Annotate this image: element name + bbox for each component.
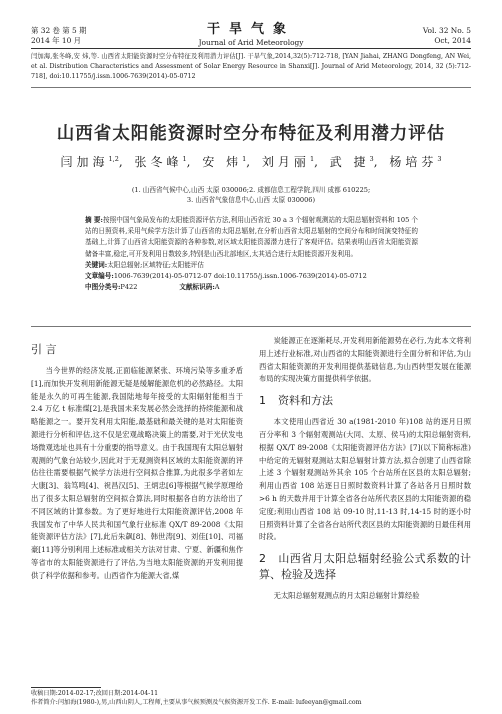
author-bio: 作者简介:闫加海(1980-),男,山西山阴人,工程师,主要从事气候预测及气候资源开发工作. E-mail: lufeeyan@gmail.com — [31, 699, 362, 706]
classification — [85, 282, 418, 293]
volume-issue: 第 32 卷 第 5 期 — [31, 26, 87, 35]
author-affil-marker: 1 — [242, 155, 247, 163]
section-title: 资料和方法 — [278, 394, 333, 408]
affiliations — [0, 185, 502, 205]
section-1-paragraph: 本文使用山西省近 30 a(1981-2010 年)108 站的逐月日照百分率和 3 个辐射观测站(大同、太原、侯马)的太阳总辐射资料,根据 QX/T 89-2008《太阳能资源评估方法》[7](以下简称标准)中给定的无辐射观测站太阳总辐射计算方法,拟合创建了山西省除上述 3 个辐射观测站外其余 105 个台站所在区县的太阳总辐射;利用山西省 108 站逐日日照时数资料计算了各站各月日照时数 >6 h 的天数并用于计算全省各台站所代表区县的太阳能资源的稳定度;利用山西省 108 站 09-10 时,11-13 时,14-15 时的逐小时日照资料计算了全省各台站所代表区县的太阳能资源的日最佳利用时段。 — [259, 417, 471, 542]
section-number: 1 — [259, 394, 266, 408]
issue-date-en: Oct, 2014 — [434, 36, 471, 45]
citation-divider — [31, 87, 471, 88]
volume-issue-en: Vol. 32 No. 5 — [422, 26, 471, 35]
abstract-text: 按照中国气象局发布的太阳能资源评估方法,利用山西省近 30 a 3 个辐射观测站的太阳总辐射资料和 105 个站的日照资料,采用气候学方法计算了山西省的太阳总辐射,在分析山西省太阳总辐射的空间分布和时间演变特征的基础上,计算了山西省太阳能资源的各种参数,对区域太阳能资源潜力进行了客观评估。结果表明山西省太阳能资源储备丰富,稳定,可开发利用日数较多,特别是山西北部地区,太其适合进行太阳能资源开发利用。 — [85, 216, 418, 258]
keywords — [85, 260, 418, 271]
author-name: 杨培芬 — [389, 155, 438, 169]
author-name: 闫加海 — [60, 155, 109, 169]
section-title: 山西省月太阳总辐射经验公式系数的计算、检验及选择 — [259, 552, 471, 582]
journal-name-en: Journal of Arid Meteorology — [198, 38, 304, 47]
clc-label: 中图分类号: — [85, 283, 121, 292]
section-heading-2 — [259, 551, 471, 583]
abstract-divider — [31, 326, 471, 327]
author-list: 闫加海$^{1,2}$, 张冬峰$^1$, 安 炜$^1$, 刘月丽$^1$, 武 捷$^3$, 杨培芬$^3$ — [60, 155, 442, 169]
citation-text: 闫加海,张冬峰,安 炜,等. 山西省太阳能资源时空分布特征及利用潜力评估[J]. 干旱气象,2014,32(5):712-718, [YAN Jiahai, ZHANG Dongfeng, AN Wei, et al. Distribution Characteristics and Assessment of Solar Energy Resource in Shanxi[J]. Journal of Arid Meteorology, 2014, 32 (5):712-718], doi:10.11755/j.issn.1006-7639(2014)-05-0712 — [31, 53, 471, 80]
abstract-label: 摘 要: — [85, 216, 103, 224]
clc-text: P422 — [120, 283, 138, 292]
keywords-text: 太阳总辐射;区域特征;太阳能评估 — [107, 260, 204, 269]
author-affil-marker: 1,2 — [108, 155, 119, 163]
article-number-label: 文章编号: — [85, 272, 114, 281]
author-name: 武 捷 — [329, 155, 370, 169]
abstract-block — [85, 215, 418, 293]
body-column-left — [31, 335, 243, 583]
section-heading-1 — [259, 393, 471, 409]
paper-title: 山西省太阳能资源时空分布特征及利用潜力评估 — [56, 124, 446, 144]
journal-name-cn: 干旱气象 — [206, 22, 295, 37]
section-2-paragraph: 无太阳总辐射观测点的月太阳总辐射计算经验 — [273, 591, 420, 601]
doc-code-text: A — [214, 283, 220, 292]
intro-continuation: 炭能源正在逐渐耗尽,开发利用新能源势在必行,为此本文将利用上述行业标准,对山西省的太阳能资源进行全面分析和评估,为山西省太阳能资源的开发利用提供基础信息,为山西转型发展在能源布局的实现决策方面提供科学依据。 — [259, 336, 471, 384]
body-column-right — [259, 335, 471, 603]
footnote-divider — [31, 687, 101, 688]
author-affil-marker: 3 — [437, 155, 442, 163]
doc-code-label: 文献标识码: — [179, 283, 215, 292]
author-affil-marker: 3 — [369, 155, 374, 163]
received-date: 收稿日期:2014-02-17;改回日期:2014-04-11 — [31, 690, 159, 697]
intro-paragraph: 当今世界的经济发展,正面临能源紧张、环境污染等多重矛盾[1],而加快开发利用新能源无疑是缓解能源危机的必然路径。太阳能是永久的可再生能源,我国陆地每年接受的太阳辐射能相当于 2.4 万亿 t 标准煤[2],是我国未来发展必然会选择的持续能源和战略能源之一。要开发利用太阳能,最基础和最关键的是对太阳能资源进行分析和评估,这不仅是宏观战略决策上的需要,对于光伏发电场微观选址也具有十分重要的指导意义。由于我国现有太阳总辐射观测的气象台站较少,因此对于无观测资料区域的太阳能资源的评估往往需要根据气候学方法进行空间拟合推算,为此很多学者如左大康[3]、翁笃鸣[4]、祝昌汉[5]、王炳忠[6]等根据气候学原理给出了很多太阳总辐射的空间拟合算法,同时根据各自的方法给出了不同区域的计算参数。为了更好地进行太阳能资源评估,2008 年我国发布了中华人民共和国气象行业标准 QX/T 89-2008《太阳能资源评估方法》[7],此后朱飙[8]、韩世涛[9]、刘佳[10]、司福豪[11]等分别利用上述标准或相关方法对甘肃、宁夏、新疆和焦作等省市的太阳能资源进行了评估,为当地太阳能资源的开发利用提供了科学依据和参考。山西省作为能源大省,煤 — [31, 366, 243, 580]
affiliation-line: (1. 山西省气候中心,山西 太原 030006;2. 成都信息工程学院,四川 成都 610225; — [131, 186, 371, 194]
author-name: 刘月丽 — [261, 155, 310, 169]
keywords-label: 关键词: — [85, 260, 108, 269]
issue-date: 2014 年 10 月 — [31, 36, 82, 45]
header-divider — [31, 48, 471, 49]
article-number — [85, 271, 418, 282]
journal-volume-info-en — [423, 26, 471, 46]
section-heading-intro: 引 言 — [31, 343, 57, 356]
author-affil-marker: 1 — [182, 155, 187, 163]
section-number: 2 — [259, 552, 266, 566]
author-name: 张冬峰 — [134, 155, 183, 169]
author-affil-marker: 1 — [309, 155, 315, 163]
article-number-text: 1006-7639(2014)-05-0712-07 doi:10.11755/j.issn.1006-7639(2014)-05-0712 — [113, 272, 367, 281]
affiliation-line: 3. 山西省气象信息中心,山西 太原 030006) — [186, 196, 316, 204]
abstract — [85, 215, 418, 260]
footnotes — [31, 689, 471, 707]
author-name: 安 炜 — [202, 155, 243, 169]
